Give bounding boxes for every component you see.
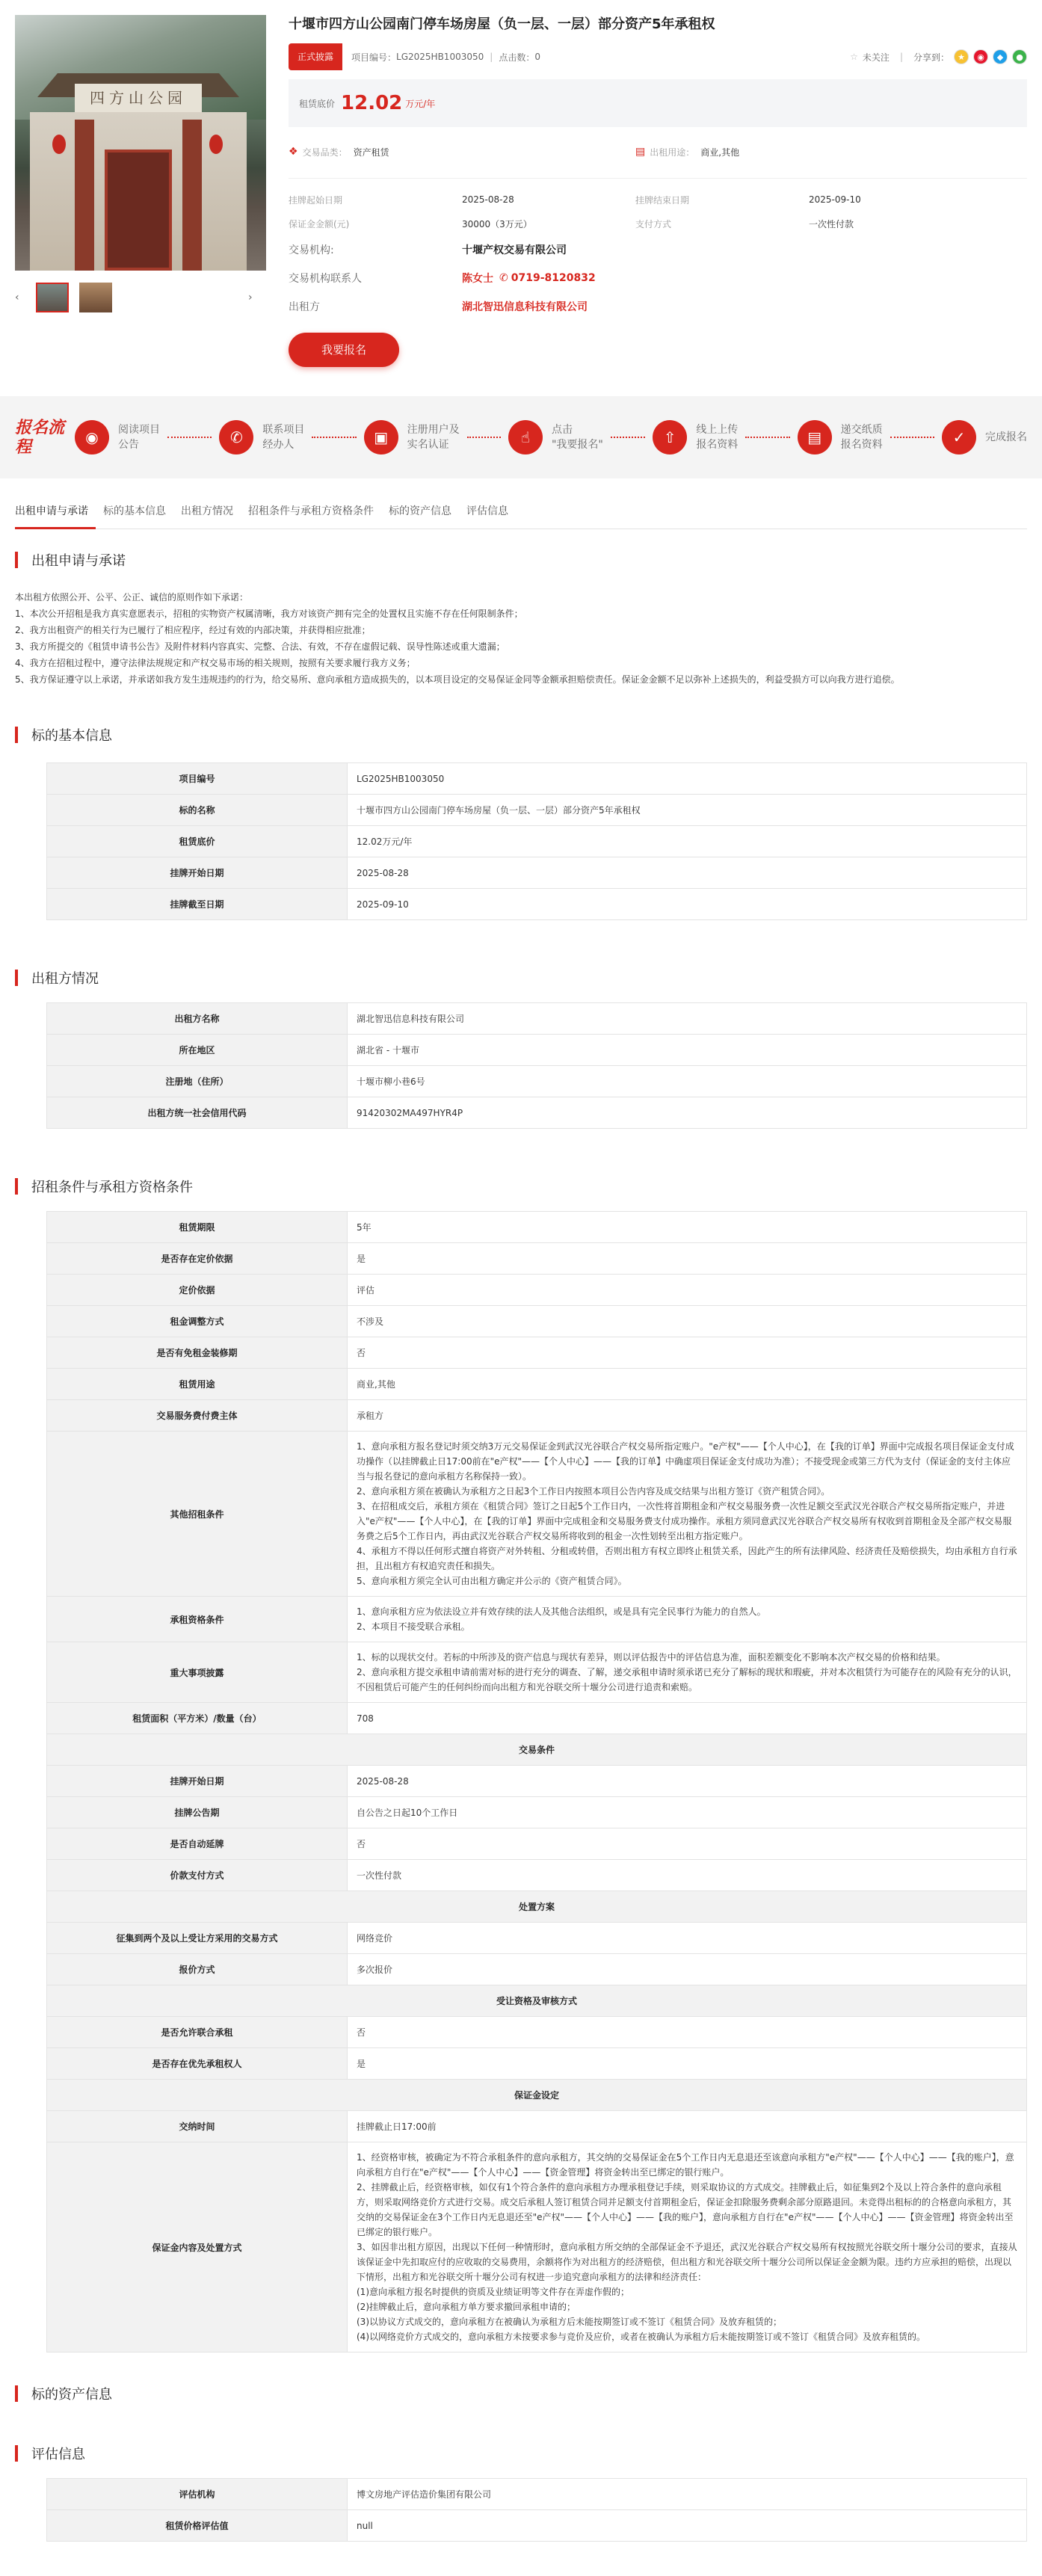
row-key: 标的名称: [47, 795, 348, 826]
tab-basic-info[interactable]: 标的基本信息: [103, 505, 166, 517]
grid-value: 2025-08-28: [462, 194, 514, 205]
row-value: 5年: [348, 1212, 1027, 1243]
table-row: [47, 1275, 1027, 1306]
grid-value: 30000（3万元）: [462, 218, 532, 229]
section-title: 招租条件与承租方资格条件: [31, 1180, 193, 1195]
row-value: 91420302MA497HYR4P: [348, 1097, 1027, 1129]
next-arrow-icon[interactable]: ›: [248, 292, 253, 303]
row-value: [348, 1432, 1027, 1597]
row-key: 租金调整方式: [47, 1306, 348, 1337]
row-key: 挂牌开始日期: [47, 857, 348, 889]
subheader-title: 受让资格及审核方式: [47, 1985, 1027, 2017]
row-key: 挂牌开始日期: [47, 1766, 348, 1797]
row-value: 商业,其他: [348, 1369, 1027, 1400]
contact-label: 交易机构联系人: [289, 273, 362, 285]
flow-step-3: [364, 420, 508, 455]
row-key: 是否存在定价依据: [47, 1243, 348, 1275]
row-value: 湖北省 - 十堰市: [348, 1035, 1027, 1066]
image-gallery: [15, 15, 266, 389]
hand-pointer-icon: ☝: [508, 420, 543, 455]
table-row: [47, 2479, 1027, 2510]
step-line1: 注册用户及: [407, 424, 460, 436]
row-key: 租赁面积（平方米）/数量（台）: [47, 1703, 348, 1734]
row-key: 项目编号: [47, 763, 348, 795]
cond-line: 1、经资格审核，被确定为不符合承租条件的意向承租方，其交纳的交易保证金在5个工作日内无息退还至该意向承租方"e产权"——【个人中心】——【我的账户】，意向承租方自行在"e产权"——【个人中心】——【资金管理】将资金转出至已绑定的银行账户。: [357, 2152, 1014, 2178]
thumbnail-1[interactable]: [36, 283, 69, 312]
org-label: 交易机构:: [289, 244, 334, 256]
table-row: [47, 1766, 1027, 1797]
tab-conditions[interactable]: 招租条件与承租方资格条件: [248, 505, 374, 517]
section-application: [15, 549, 1027, 688]
wechat-icon[interactable]: ●: [1012, 49, 1027, 64]
project-info: [289, 15, 1027, 389]
section-title: 出租方情况: [31, 971, 99, 987]
tab-evaluation[interactable]: 评估信息: [466, 505, 508, 517]
follow-button[interactable]: 未关注: [862, 52, 890, 63]
row-key: 挂牌公告期: [47, 1797, 348, 1828]
flow-title: 报名流程: [15, 418, 65, 457]
page-title: 十堰市四方山公园南门停车场房屋（负一层、一层）部分资产5年承租权: [289, 16, 715, 32]
phone-icon: ✆: [219, 420, 253, 455]
contact-rows: [289, 235, 1027, 321]
row-value: 网络竞价: [348, 1923, 1027, 1954]
step-line1: 阅读项目: [118, 424, 160, 436]
section-asset-info: [15, 2382, 1027, 2405]
row-value: 708: [348, 1703, 1027, 1734]
grid-value: 2025-09-10: [809, 194, 861, 205]
section-title: 出租申请与承诺: [31, 553, 126, 569]
step-line1: 点击: [551, 424, 573, 436]
row-value: 自公告之日起10个工作日: [348, 1797, 1027, 1828]
flow-step-6: [798, 420, 942, 455]
row-key: 租赁价格评估值: [47, 2510, 348, 2542]
promise-line: 5、我方保证遵守以上承诺，并承诺如我方发生违规违约的行为，给交易所、意向承租方造成损失的，以本项目设定的交易保证金同等金额承担赔偿责任。保证金金额不足以弥补上述损失的，利益受损方可以向我方进行追偿。: [15, 674, 900, 685]
row-value: 否: [348, 2017, 1027, 2048]
row-key: 出租方统一社会信用代码: [47, 1097, 348, 1129]
thumbnail-2[interactable]: [79, 283, 112, 312]
status-badge: 正式披露: [289, 43, 342, 70]
step-line1: 线上上传: [696, 424, 739, 436]
cond-line: (1)意向承租方报名时提供的资质及业绩证明等文件存在弄虚作假的；: [357, 2287, 630, 2297]
meta-bar: 正式披露 项目编号： LG2025HB1003050 | 点击数： 0 ☆ 未关注 | 分享到： ★ ◉ ◆ ●: [289, 43, 1027, 70]
section-conditions: [15, 1175, 1027, 2352]
id-card-icon: ▣: [364, 420, 398, 455]
row-value: 十堰市柳小巷6号: [348, 1066, 1027, 1097]
row-key: 出租方名称: [47, 1003, 348, 1035]
contact-name: 陈女士: [462, 273, 493, 285]
row-value: 否: [348, 1828, 1027, 1860]
flow-step-1: [75, 420, 219, 455]
row-value: 否: [348, 1337, 1027, 1369]
table-row: [47, 1400, 1027, 1432]
table-row: [47, 1306, 1027, 1337]
table-row: [47, 1003, 1027, 1035]
cond-line: 2、挂牌截止后，经资格审核，如仅有1个符合条件的意向承租方办理承租登记手续，则采取协议的方式成交。挂牌截止后，如征集到2个及以上符合条件的意向承租方，则采取网络竞价方式进行交易。成交后承租人签订租赁合同并足额支付首期租金后，保证金扣除服务费剩余部分原路退回。未竞得出租标的的合格意向承租方，其交纳的交易保证金在3个工作日内无息退还至"e产权"——【个人中心】——【我的账户】，意向承租方自行在"e产权"——【个人中心】——【资金管理】将资金转出至已绑定的银行账户。: [357, 2182, 1014, 2237]
row-value: 2025-09-10: [348, 889, 1027, 920]
row-value: LG2025HB1003050: [348, 763, 1027, 795]
table-row: [47, 1703, 1027, 1734]
price-box: [289, 79, 1027, 127]
row-value: 承租方: [348, 1400, 1027, 1432]
table-row: [47, 2017, 1027, 2048]
step-line1: 递交纸质: [840, 424, 883, 436]
page: [15, 0, 1027, 389]
row-key: 交纳时间: [47, 2111, 348, 2142]
promise-text: [15, 589, 1027, 688]
tab-application[interactable]: 出租申请与承诺: [15, 496, 96, 529]
table-row: [47, 2142, 1027, 2352]
row-key: 是否自动延牌: [47, 1828, 348, 1860]
step-line2: 公告: [118, 439, 139, 451]
table-row: [47, 2048, 1027, 2080]
row-value: 湖北智迅信息科技有限公司: [348, 1003, 1027, 1035]
cond-line: 4、承租方不得以任何形式擅自将资产对外转租、分租或转借，否则出租方有权立即终止租赁关系，因此产生的所有法律风险、经济责任及赔偿损失，均由承租方自行承担，且出租方有权追究责任和损失。: [357, 1546, 1017, 1571]
category-icon: ❖: [289, 146, 298, 158]
table-subheader: [47, 2080, 1027, 2111]
table-subheader: [47, 1985, 1027, 2017]
usage-value: 商业,其他: [700, 147, 740, 158]
row-value: 多次报价: [348, 1954, 1027, 1985]
flow-step-7: [942, 420, 1027, 455]
weibo-icon[interactable]: ◉: [973, 49, 988, 64]
section-title: 标的资产信息: [31, 2387, 112, 2403]
usage-icon: ▤: [635, 146, 646, 158]
phone-icon: ✆: [499, 272, 508, 284]
row-value: 2025-08-28: [348, 1766, 1027, 1797]
section-title: 标的基本信息: [31, 728, 112, 744]
section-lessor: [15, 967, 1027, 1129]
category-value: 资产租赁: [353, 147, 389, 158]
table-row: [47, 1337, 1027, 1369]
row-key: 注册地（住所）: [47, 1066, 348, 1097]
row-key: 征集到两个及以上受让方采用的交易方式: [47, 1923, 348, 1954]
step-line2: 报名资料: [696, 439, 739, 451]
usage-label: 出租用途：: [650, 147, 695, 158]
row-key: 保证金内容及处置方式: [47, 2142, 348, 2352]
promise-line: 3、我方所提交的《租赁申请书公告》及附件材料内容真实、完整、合法、有效，不存在虚假记载、误导性陈述或重大遗漏；: [15, 641, 505, 652]
cond-line: 1、标的以现状交付。若标的中所涉及的资产信息与现状有差异，则以评估报告中的评估信息为准，面积差额变化不影响本次产权交易的价格和结果。: [357, 1652, 946, 1663]
step-line2: 经办人: [262, 439, 295, 451]
flow-step-4: [508, 420, 653, 455]
row-key: 租赁用途: [47, 1369, 348, 1400]
row-key: 挂牌截至日期: [47, 889, 348, 920]
row-key: 重大事项披露: [47, 1642, 348, 1703]
table-row: [47, 763, 1027, 795]
step-line2: 报名资料: [840, 439, 883, 451]
project-no-label: 项目编号：: [351, 52, 397, 63]
thumbnail-strip: [15, 283, 266, 312]
eye-icon: ◉: [75, 420, 109, 455]
cond-line: 2、本项目不接受联合承租。: [357, 1621, 470, 1632]
row-value: 博文房地产评估造价集团有限公司: [348, 2479, 1027, 2510]
flow-bar: [0, 396, 1042, 478]
org-value: 十堰产权交易有限公司: [462, 244, 567, 256]
cond-line: (2)挂牌截止后，意向承租方单方要求撤回承租申请的；: [357, 2302, 576, 2312]
table-row: [47, 1597, 1027, 1642]
promise-line: 2、我方出租资产的相关行为已履行了相应程序，经过有效的内部决策，并获得相应批准；: [15, 625, 371, 635]
table-row: [47, 1369, 1027, 1400]
table-row: [47, 2510, 1027, 2542]
price-unit: 万元/年: [405, 98, 436, 109]
row-key: 是否存在优先承租权人: [47, 2048, 348, 2080]
lessor-value[interactable]: 湖北智迅信息科技有限公司: [462, 301, 588, 313]
row-key: 评估机构: [47, 2479, 348, 2510]
basic-info-table: [46, 762, 1027, 920]
flow-step-2: [219, 420, 363, 455]
row-value: 12.02万元/年: [348, 826, 1027, 857]
apply-button[interactable]: 我要报名: [289, 333, 399, 367]
table-row: [47, 889, 1027, 920]
table-row: [47, 1642, 1027, 1703]
row-key: 租赁底价: [47, 826, 348, 857]
table-row: [47, 1923, 1027, 1954]
promise-line: 4、我方在招租过程中，遵守法律法规规定和产权交易市场的相关规则，按照有关要求履行我方义务；: [15, 658, 416, 668]
row-value: [348, 1597, 1027, 1642]
step-line2: "我要报名": [551, 439, 603, 451]
table-subheader: [47, 1891, 1027, 1923]
upload-icon: ⇧: [653, 420, 687, 455]
conditions-table: [46, 1211, 1027, 2352]
qzone-icon[interactable]: ★: [954, 49, 969, 64]
grid-key: 支付方式: [635, 218, 672, 229]
table-row: [47, 1432, 1027, 1597]
table-subheader: [47, 1734, 1027, 1766]
table-row: [47, 1035, 1027, 1066]
section-title: 评估信息: [31, 2447, 85, 2462]
table-row: [47, 1066, 1027, 1097]
cond-line: 2、意向承租方提交承租申请前需对标的进行充分的调查、了解，递交承租申请时须承诺已充分了解标的现状和瑕疵，并对本次租赁行为可能存在的风险有充分的认识，不因租赁后可能产生的任何纠纷而向出租方和光谷联交所十堰分公司进行追责和索赔。: [357, 1667, 1017, 1692]
grid-key: 挂牌起始日期: [289, 194, 343, 206]
row-value: 十堰市四方山公园南门停车场房屋（负一层、一层）部分资产5年承租权: [348, 795, 1027, 826]
category-label: 交易品类：: [302, 147, 348, 158]
subheader-title: 处置方案: [47, 1891, 1027, 1923]
registration-flow: [15, 396, 1027, 478]
row-key: 报价方式: [47, 1954, 348, 1985]
price-value: 12.02: [341, 92, 403, 114]
grid-key: 保证金金额(元): [289, 218, 350, 229]
row-key: 价款支付方式: [47, 1860, 348, 1891]
row-value: null: [348, 2510, 1027, 2542]
row-value: 2025-08-28: [348, 857, 1027, 889]
table-row: [47, 1828, 1027, 1860]
step-line1: 联系项目: [262, 424, 305, 436]
cond-line: 1、意向承租方应为依法设立并有效存续的法人及其他合法组织，或是具有完全民事行为能力的自然人。: [357, 1606, 766, 1617]
info-grid: [289, 188, 1027, 235]
cond-line: 3、在招租成交后，承租方须在《租赁合同》签订之日起5个工作日内，一次性将首期租金和产权交易服务费一次性足额交至武汉光谷联合产权交易所指定账户，并进入"e产权"——【个人中心】，在【我的订单】界面中完成租金和交易服务费支付成功操作。承租方须同意武汉光谷联合产权交易所有权收到首期租金及全部产权交易服务费之后5个工作日内，再由武汉光谷联合产权交易所将收到的租金一次性划转至出租方指定账户。: [357, 1501, 1012, 1541]
row-value: 评估: [348, 1275, 1027, 1306]
lessor-table: [46, 1002, 1027, 1129]
detail-tabs: [15, 496, 1027, 529]
table-row: [47, 857, 1027, 889]
row-key: 定价依据: [47, 1275, 348, 1306]
section-basic-info: [15, 724, 1027, 920]
row-value: 是: [348, 2048, 1027, 2080]
subheader-title: 保证金设定: [47, 2080, 1027, 2111]
row-key: 是否允许联合承租: [47, 2017, 348, 2048]
project-no: LG2025HB1003050: [396, 52, 484, 62]
grid-key: 挂牌结束日期: [635, 194, 690, 206]
row-value: 是: [348, 1243, 1027, 1275]
lessor-label: 出租方: [289, 301, 320, 313]
prev-arrow-icon[interactable]: ‹: [15, 292, 19, 303]
evaluation-table: [46, 2478, 1027, 2542]
main-image[interactable]: [15, 15, 266, 271]
cond-line: 1、意向承租方报名登记时须交纳3万元交易保证金到武汉光谷联合产权交易所指定账户。"e产权"——【个人中心】，在【我的订单】界面中完成报名项目保证金支付成功操作（以挂牌截止日17:00前在"e产权"——【个人中心】——【我的订单】中确虚项目保证金支付成功为准）；不接受现金或第三方代为支付（保证金的支付主体应当与报名登记的意向承租方名称保持一致）。: [357, 1441, 1014, 1482]
document-icon: ▤: [798, 420, 832, 455]
table-row: [47, 1097, 1027, 1129]
row-value: [348, 1642, 1027, 1703]
table-row: [47, 1243, 1027, 1275]
tab-lessor[interactable]: 出租方情况: [181, 505, 233, 517]
step-line2: 实名认证: [407, 439, 449, 451]
subheader-title: 交易条件: [47, 1734, 1027, 1766]
flow-step-5: [653, 420, 797, 455]
gate-sign: 四方山公园: [75, 84, 202, 112]
qq-icon[interactable]: ◆: [993, 49, 1008, 64]
check-icon: ✓: [942, 420, 976, 455]
contact-tel[interactable]: 0719-8120832: [511, 272, 596, 284]
cond-line: 5、意向承租方须完全认可由出租方确定并公示的《资产租赁合同》。: [357, 1576, 627, 1586]
section-evaluation: [15, 2442, 1027, 2542]
table-row: [47, 795, 1027, 826]
row-key: 是否有免租金装修期: [47, 1337, 348, 1369]
table-row: [47, 1860, 1027, 1891]
row-value: [348, 2142, 1027, 2352]
row-value: 不涉及: [348, 1306, 1027, 1337]
row-value: 挂牌截止日17:00前: [348, 2111, 1027, 2142]
cond-line: (3)以协议方式成交的，意向承租方在被确认为承租方后未能按期签订或不签订《租赁合同》及放弃租赁的；: [357, 2317, 783, 2327]
row-key: 所在地区: [47, 1035, 348, 1066]
row-key: 承租资格条件: [47, 1597, 348, 1642]
cond-line: 2、意向承租方须在被确认为承租方之日起3个工作日内按照本项目公告内容及成交结果与出租方签订《资产租赁合同》。: [357, 1486, 830, 1497]
share-label: 分享到：: [913, 52, 949, 63]
price-label: 租赁底价: [299, 98, 336, 109]
row-key: 其他招租条件: [47, 1432, 348, 1597]
row-value: 一次性付款: [348, 1860, 1027, 1891]
table-row: [47, 2111, 1027, 2142]
gate-illustration: [30, 67, 247, 271]
promise-line: 本出租方依照公开、公平、公正、诚信的原则作如下承诺：: [15, 592, 249, 603]
cond-line: 3、如因非出租方原因，出现以下任何一种情形时，意向承租方所交纳的全部保证金不予退还，武汉光谷联合产权交易所有权按照光谷联交所十堰分公司的要求，直接从该保证金中先扣取应付的应收取的交易费用，余额将作为对出租方的经济赔偿，但出租方和光谷联交所十堰分公司所以保证金金额为限。违约方应承担的赔偿，出现以下情形，出租方和光谷联交所十堰分公司有权进一步追究意向承租方的法律和经济责任：: [357, 2242, 1017, 2282]
tab-asset-info[interactable]: 标的资产信息: [389, 505, 451, 517]
cond-line: (4)以网络竞价方式成交的，意向承租方未按要求参与竞价及应价，或者在被确认为承租方后未能按期签订或不签订《租赁合同》及放弃租赁的。: [357, 2332, 926, 2342]
table-row: [47, 1797, 1027, 1828]
category-row: [289, 141, 1027, 163]
top-section: [15, 0, 1027, 389]
table-row: [47, 826, 1027, 857]
clicks-count: 0: [534, 52, 540, 62]
table-row: [47, 1954, 1027, 1985]
row-key: 交易服务费付费主体: [47, 1400, 348, 1432]
table-row: [47, 1212, 1027, 1243]
grid-value: 一次性付款: [809, 218, 854, 229]
step-line1: 完成报名: [984, 431, 1027, 443]
promise-line: 1、本次公开招租是我方真实意愿表示，招租的实物资产权属清晰，我方对该资产拥有完全的处置权且实施不存在任何限制条件；: [15, 608, 523, 619]
row-key: 租赁期限: [47, 1212, 348, 1243]
clicks-label: 点击数：: [499, 52, 535, 63]
star-icon[interactable]: ☆: [850, 52, 858, 62]
